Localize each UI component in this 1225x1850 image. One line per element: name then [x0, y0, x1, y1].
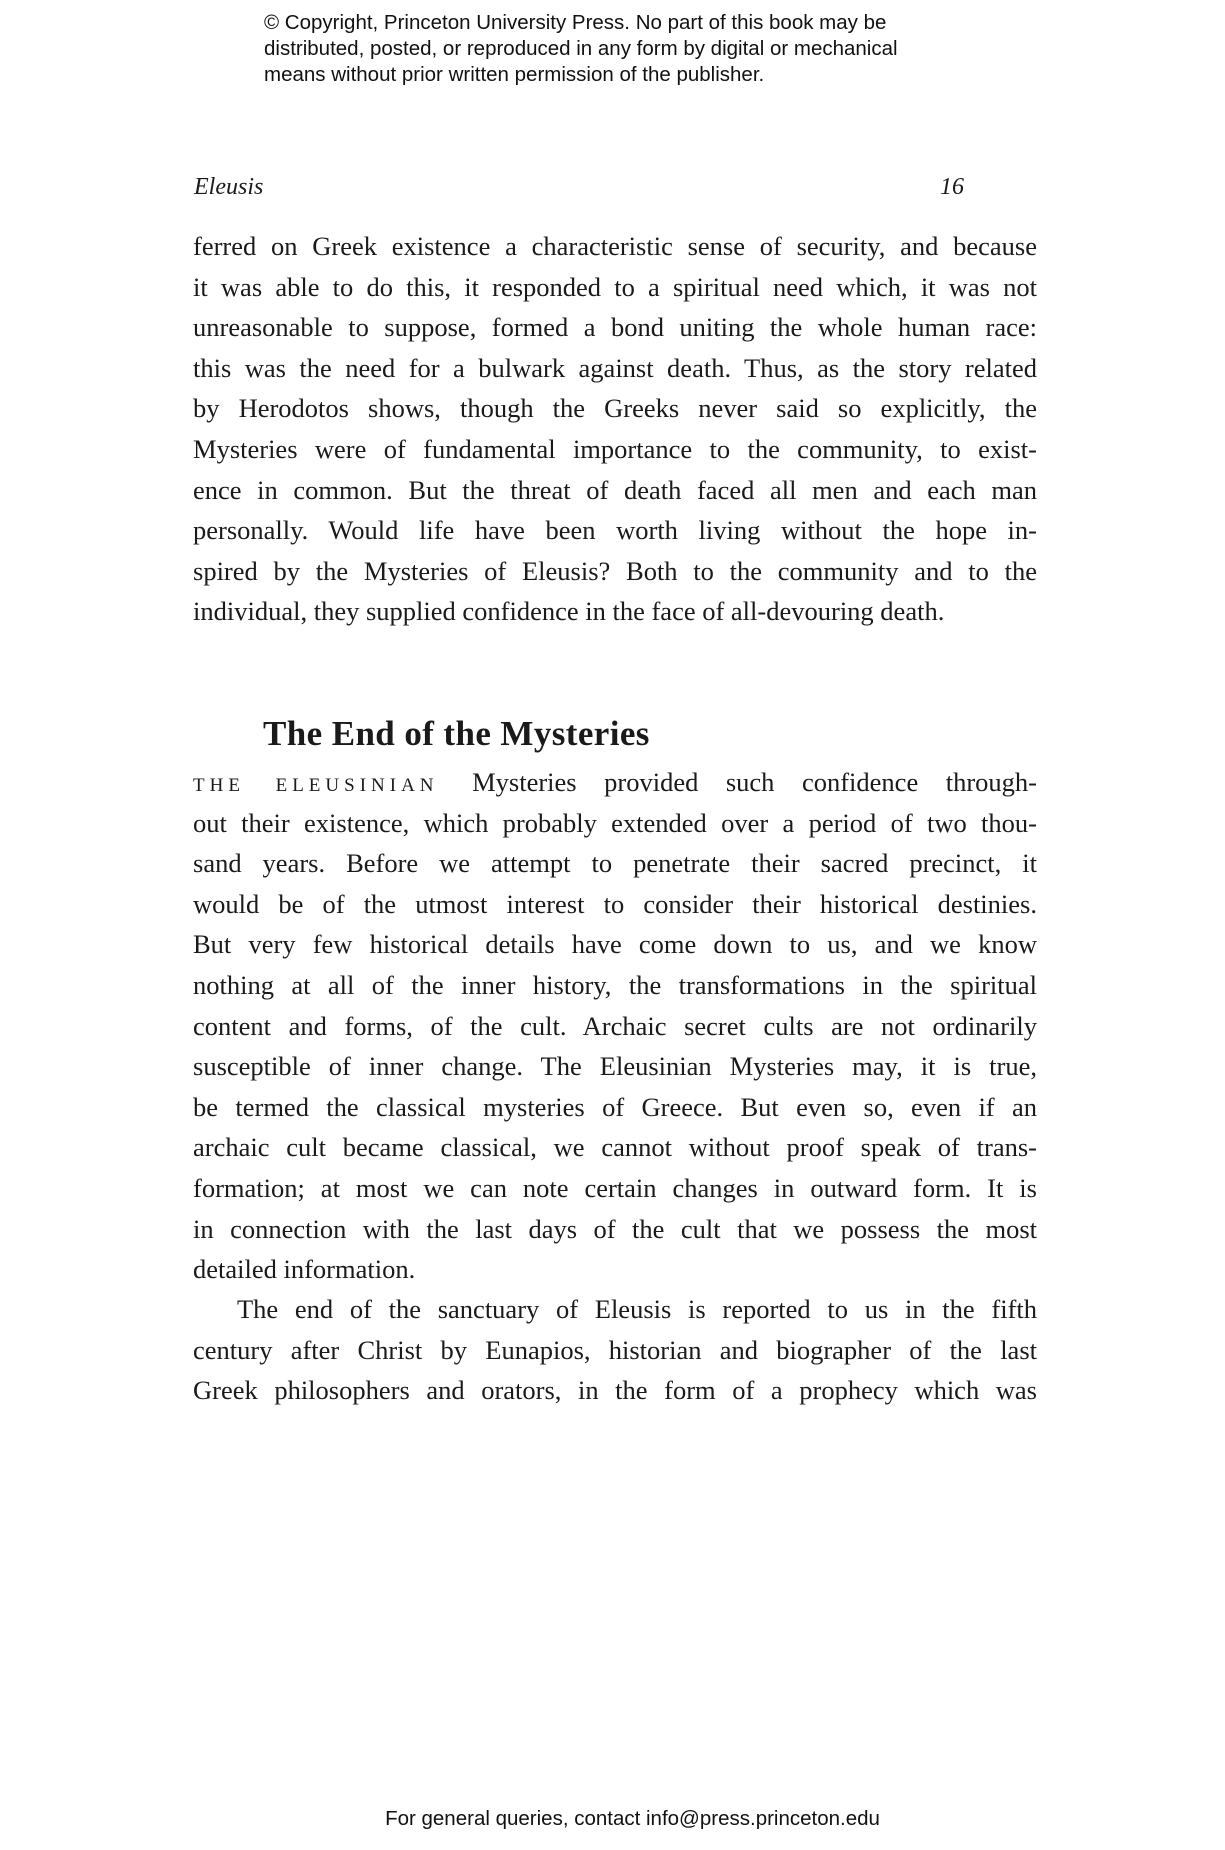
- text-line: The end of the sanctuary of Eleusis is reported to us in the fifth: [237, 1294, 1037, 1324]
- copyright-line: means without prior written permission of the publisher.: [264, 63, 765, 86]
- text-line: formation; at most we can note certain changes in outward form. It is: [193, 1172, 1037, 1203]
- paragraph-eunapios: [193, 1289, 1037, 1411]
- lead-in-smallcaps: THE ELEUSINIAN: [193, 775, 439, 796]
- footer: [0, 1807, 1225, 1831]
- text-line: ence in common. But the threat of death faced all men and each man: [193, 474, 1037, 505]
- text-line: personally. Would life have been worth living without the hope in-: [193, 515, 1037, 546]
- text-line: it was able to do this, it responded to a spiritual need which, it was not: [193, 271, 1037, 302]
- text-line-first: [193, 762, 1037, 803]
- text-line: Mysteries were of fundamental importance to the community, to exist-: [193, 433, 1037, 464]
- text-line: individual, they supplied confidence in the face of all-devouring death.: [193, 596, 945, 627]
- text-line: detailed information.: [193, 1254, 416, 1285]
- text-line: archaic cult became classical, we cannot without proof speak of trans-: [193, 1132, 1037, 1163]
- text-line: this was the need for a bulwark against death. Thus, as the story related: [193, 352, 1037, 383]
- copyright-line: © Copyright, Princeton University Press. No part of this book may be: [264, 11, 887, 34]
- running-head: [194, 174, 964, 208]
- section-heading: The End of the Mysteries: [263, 714, 650, 754]
- running-head-title: Eleusis: [194, 174, 264, 200]
- text-line: unreasonable to suppose, formed a bond uniting the whole human race:: [193, 312, 1037, 343]
- text-line: century after Christ by Eunapios, historian and biographer of the last: [193, 1334, 1037, 1365]
- text-line: be termed the classical mysteries of Greece. But even so, even if an: [193, 1091, 1037, 1122]
- copyright-line: distributed, posted, or reproduced in any form by digital or mechanical: [264, 37, 898, 60]
- text-line: content and forms, of the cult. Archaic secret cults are not ordinarily: [193, 1010, 1037, 1041]
- text-line: But very few historical details have come down to us, and we know: [193, 929, 1037, 960]
- first-line-text: Mysteries provided such confidence through-: [472, 767, 1038, 797]
- footer-contact: For general queries, contact info@press.princeton.edu: [385, 1807, 880, 1830]
- text-line: ferred on Greek existence a characteristic sense of security, and because: [193, 231, 1037, 261]
- paragraph-section-opening: [193, 762, 1037, 1290]
- text-line: by Herodotos shows, though the Greeks never said so explicitly, the: [193, 393, 1037, 424]
- text-line: Greek philosophers and orators, in the form of a prophecy which was: [193, 1375, 1037, 1406]
- paragraph-continued: [193, 226, 1037, 632]
- text-line: would be of the utmost interest to consider their historical destinies.: [193, 888, 1037, 919]
- copyright-notice: [264, 10, 964, 88]
- text-line: susceptible of inner change. The Eleusinian Mysteries may, it is true,: [193, 1051, 1037, 1082]
- text-line: out their existence, which probably extended over a period of two thou-: [193, 807, 1037, 838]
- text-line: spired by the Mysteries of Eleusis? Both to the community and to the: [193, 555, 1037, 586]
- page-number: 16: [940, 174, 964, 200]
- text-line: in connection with the last days of the cult that we possess the most: [193, 1213, 1037, 1244]
- text-line: nothing at all of the inner history, the transformations in the spiritual: [193, 969, 1037, 1000]
- text-line: sand years. Before we attempt to penetrate their sacred precinct, it: [193, 848, 1037, 879]
